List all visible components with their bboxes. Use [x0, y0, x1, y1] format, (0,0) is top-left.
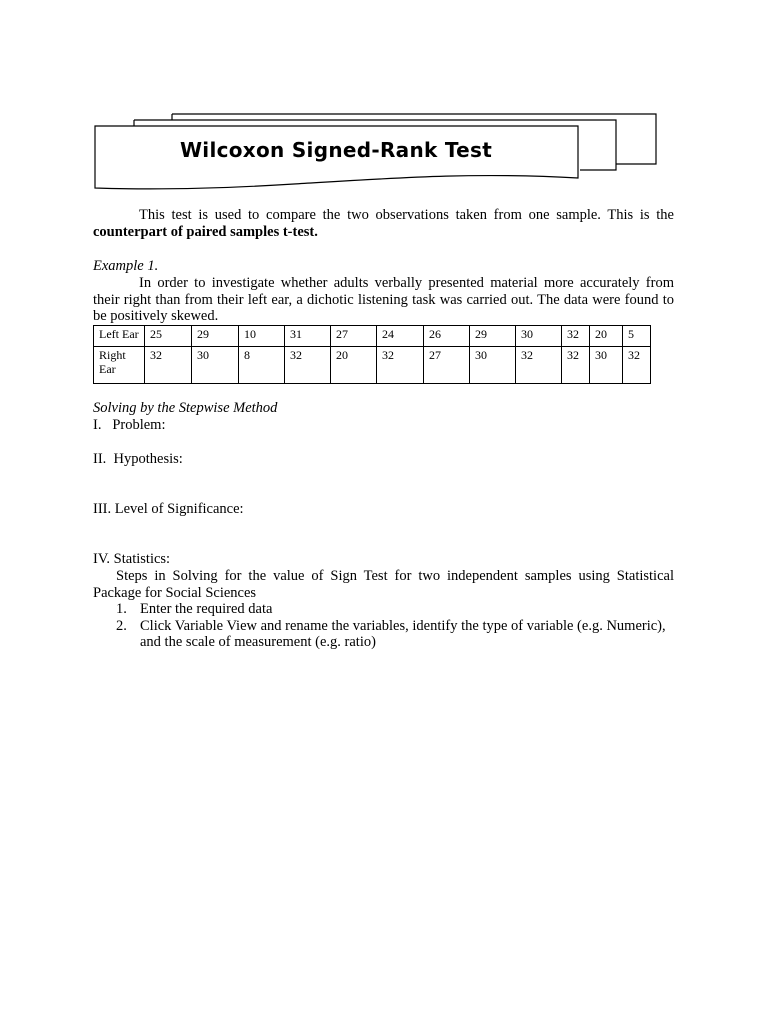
list-number: 2. — [116, 617, 127, 634]
table-cell: 30 — [470, 346, 516, 383]
step-level-of-significance: III. Level of Significance: — [93, 501, 244, 517]
table-cell: 20 — [590, 326, 623, 347]
step-statistics: IV. Statistics: — [93, 551, 171, 567]
table-cell: 24 — [377, 326, 424, 347]
table-cell: 32 — [285, 346, 331, 383]
list-text: Enter the required data — [140, 601, 273, 617]
example-heading: Example 1. — [93, 258, 159, 274]
table-cell: 32 — [377, 346, 424, 383]
step-hypothesis: II. Hypothesis: — [93, 451, 183, 467]
table-cell: 5 — [623, 326, 651, 347]
table-cell: 29 — [192, 326, 239, 347]
table-cell: 32 — [516, 346, 562, 383]
table-cell: 32 — [623, 346, 651, 383]
table-cell: 26 — [424, 326, 470, 347]
intro-paragraph — [93, 207, 674, 240]
step-problem: I. Problem: — [93, 417, 166, 433]
method-heading: Solving by the Stepwise Method — [93, 400, 278, 416]
row-label: Left Ear — [94, 326, 145, 347]
intro-bold-text: counterpart of paired samples t-test. — [93, 223, 318, 240]
table-cell: 31 — [285, 326, 331, 347]
list-number: 1. — [116, 601, 127, 617]
table-cell: 30 — [590, 346, 623, 383]
spss-steps-list — [116, 601, 676, 651]
table-cell: 20 — [331, 346, 377, 383]
ear-data-table — [93, 325, 651, 384]
example-text: In order to investigate whether adults verbally presented material more accurately from their right than from their left ear, a dichotic listening task was carried out. The data were found to be positively skewed. — [93, 275, 674, 324]
table-cell: 29 — [470, 326, 516, 347]
table-row — [94, 326, 651, 347]
list-text: Click Variable View and rename the variables, identify the type of variable (e.g. Numeric), and the scale of measurement (e.g. ratio) — [140, 617, 666, 650]
intro-text: This test is used to compare the two observations taken from one sample. This is the — [139, 207, 674, 223]
list-item — [116, 618, 676, 651]
table-cell: 27 — [331, 326, 377, 347]
table-cell: 10 — [239, 326, 285, 347]
list-item — [116, 601, 676, 618]
table-cell: 32 — [562, 346, 590, 383]
table-cell: 25 — [145, 326, 192, 347]
table-row — [94, 346, 651, 383]
table-cell: 32 — [145, 346, 192, 383]
table-cell: 8 — [239, 346, 285, 383]
table-cell: 27 — [424, 346, 470, 383]
table-cell: 30 — [192, 346, 239, 383]
row-label: Right Ear — [94, 346, 145, 383]
table-cell: 30 — [516, 326, 562, 347]
statistics-paragraph: Steps in Solving for the value of Sign Test for two independent samples using Statistical Package for Social Sciences — [93, 568, 674, 601]
table-cell: 32 — [562, 326, 590, 347]
document-title: Wilcoxon Signed-Rank Test — [179, 138, 493, 162]
